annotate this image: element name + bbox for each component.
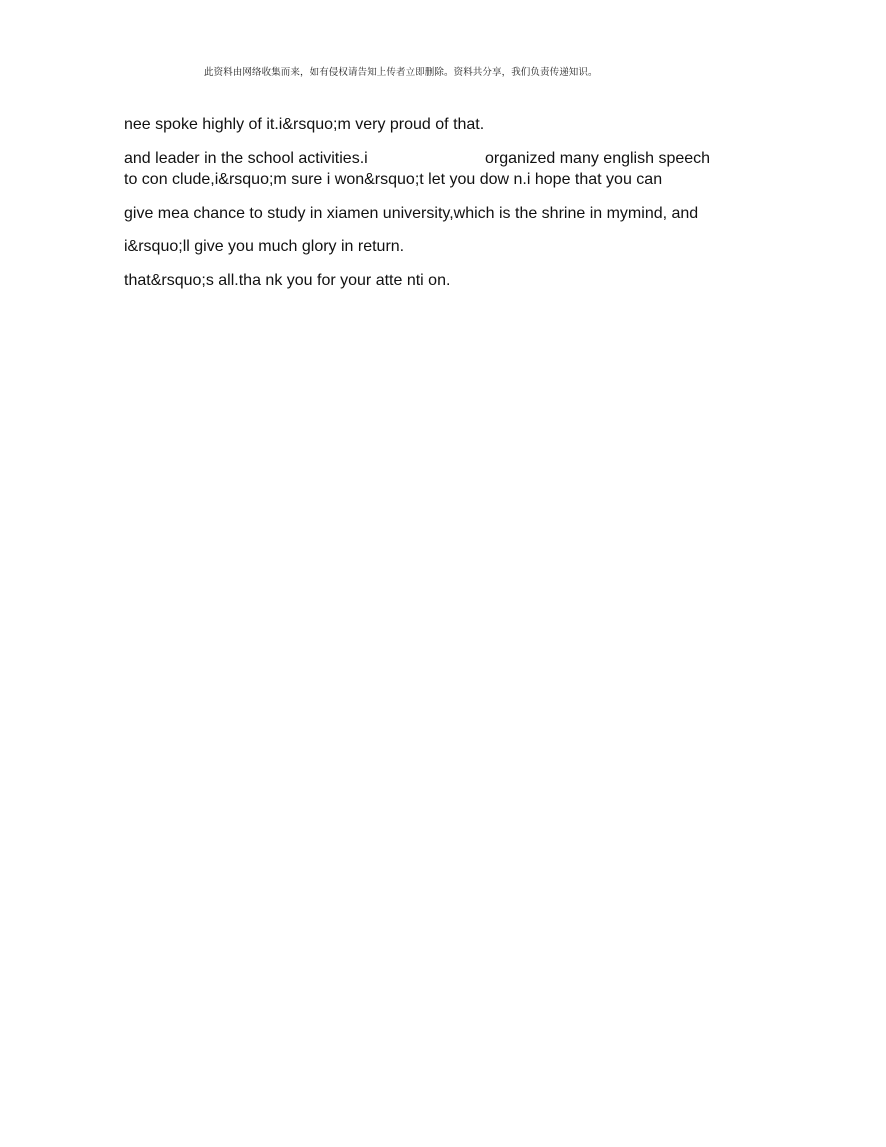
body-line-2-part-b: organized many english speech <box>485 150 711 167</box>
body-line-1: nee spoke highly of it.i&rsquo;m very proud of that. <box>124 116 485 133</box>
body-line-2-part-a: and leader in the school activities.i <box>124 150 368 167</box>
body-line-6: that&rsquo;s all.tha nk you for your atte nti on. <box>124 272 451 289</box>
body-line-4: give mea chance to study in xiamen university,which is the shrine in mymind, and <box>124 205 699 222</box>
body-line-5: i&rsquo;ll give you much glory in return. <box>124 238 405 255</box>
body-line-3: to con clude,i&rsquo;m sure i won&rsquo;t let you dow n.i hope that you can <box>124 171 663 188</box>
copyright-notice: 此资料由网络收集而来，如有侵权请告知上传者立即删除。资料共分享，我们负责传递知识。 <box>204 67 598 78</box>
body-line-2 <box>124 149 711 169</box>
